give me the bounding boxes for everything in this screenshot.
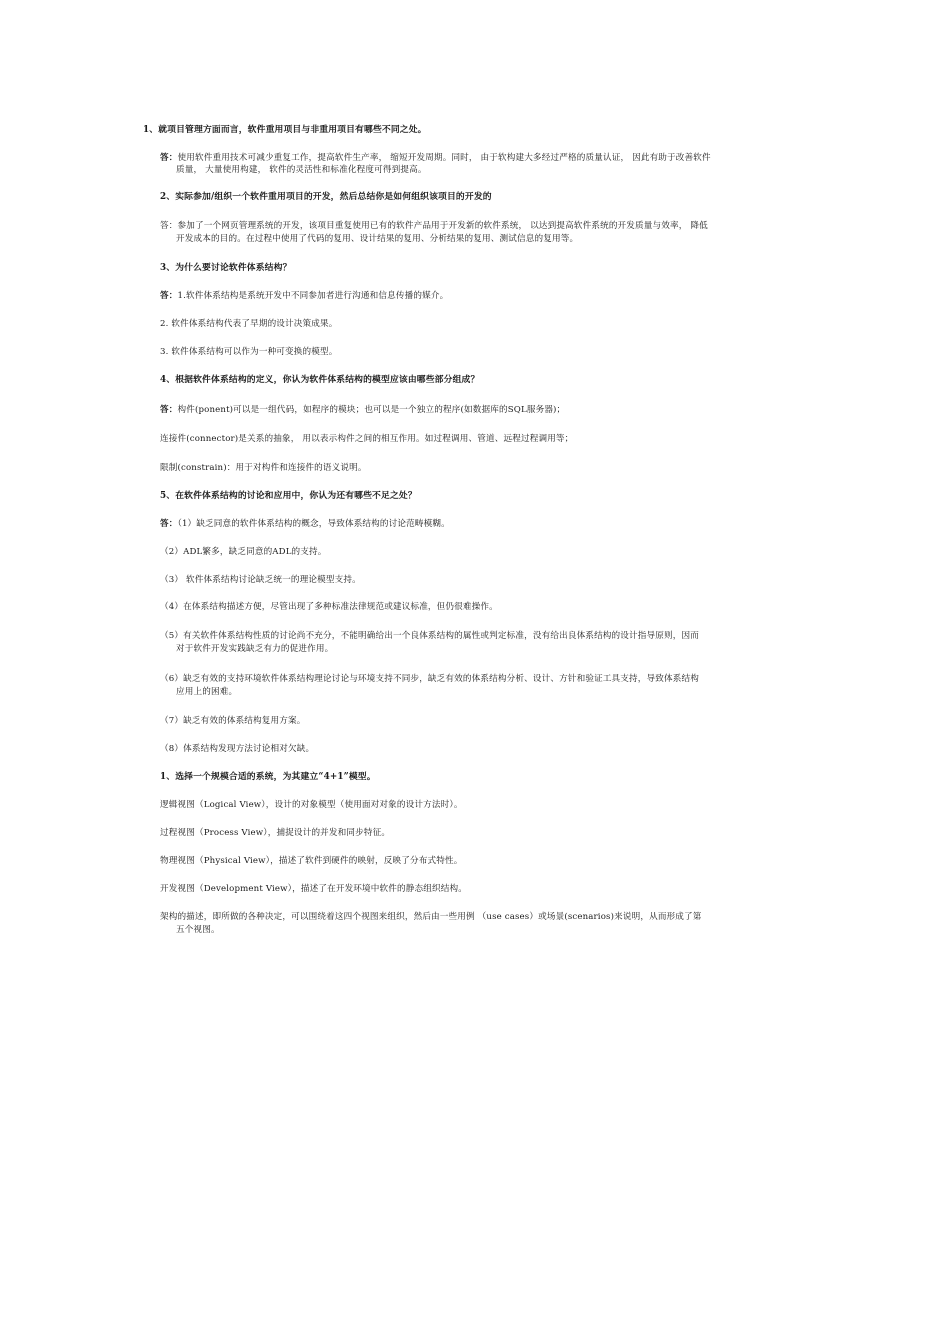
answer-5-item-6-line-1: （6）缺乏有效的支持环境软件体系结构理论讨论与环境支持不同步，缺乏有效的体系结构分析、设计、方针和验证工具支持，导致体系结构 bbox=[160, 674, 699, 684]
answer-2-line-1: 答：参加了一个网页管理系统的开发，该项目重复使用已有的软件产品用于开发新的软件系统， 以达到提高软件系统的开发质量与效率， 降低 bbox=[160, 221, 708, 231]
question-2-title: 2、实际参加/组织一个软件重用项目的开发，然后总结你是如何组织该项目的开发的 bbox=[160, 192, 492, 202]
answer-5-item-1 bbox=[160, 518, 450, 530]
question-5-title: 5、在软件体系结构的讨论和应用中，你认为还有哪些不足之处？ bbox=[160, 491, 417, 501]
answer-1-line-2: 质量， 大量使用构建， 软件的灵活性和标准化程度可得到提高。 bbox=[176, 165, 427, 175]
answer-5-item-5-line-2: 对于软件开发实践缺乏有力的促进作用。 bbox=[176, 644, 334, 654]
view-logical: 逻辑视图（Logical View），设计的对象模型（使用面对对象的设计方法时）。 bbox=[160, 800, 463, 810]
answer-4-item-1 bbox=[160, 404, 565, 416]
answer-5-item-5-line-1: （5）有关软件体系结构性质的讨论尚不充分，不能明确给出一个良体系结构的属性或判定标准，没有给出良体系结构的设计指导原则，因而 bbox=[160, 631, 699, 641]
question-1-title: 1、就项目管理方面而言，软件重用项目与非重用项目有哪些不同之处。 bbox=[143, 125, 427, 135]
answer-5-item-8: （8）体系结构发现方法讨论相对欠缺。 bbox=[160, 744, 315, 754]
answer-3-item-3: 3. 软件体系结构可以作为一种可变换的模型。 bbox=[160, 347, 338, 357]
answer-3-item-1-text: 1.软件体系结构是系统开发中不同参加者进行沟通和信息传播的媒介。 bbox=[177, 291, 449, 301]
question-4-title: 4、根据软件体系结构的定义，你认为软件体系结构的模型应该由哪些部分组成？ bbox=[160, 375, 480, 385]
answer-1-line-1 bbox=[160, 152, 711, 164]
answer-4-item-1-text: 构件(ponent)可以是一组代码，如程序的模块；也可以是一个独立的程序(如数据库的SQL服务器)； bbox=[177, 405, 566, 415]
answer-4-item-3: 限制(constrain)：用于对构件和连接件的语义说明。 bbox=[160, 463, 367, 473]
answer-5-item-2: （2）ADL繁多，缺乏同意的ADL的支持。 bbox=[160, 547, 327, 557]
view-scenarios-line-1: 架构的描述，即所做的各种决定，可以围绕着这四个视图来组织，然后由一些用例 （use cases）或场景(scenarios)来说明，从而形成了第 bbox=[160, 912, 702, 922]
answer-5-item-3: （3） 软件体系结构讨论缺乏统一的理论模型支持。 bbox=[160, 575, 361, 585]
view-process: 过程视图（Process View），捕捉设计的并发和同步特征。 bbox=[160, 828, 391, 838]
question-6-title: 1、选择一个规模合适的系统，为其建立“4+1”模型。 bbox=[160, 772, 376, 782]
answer-4-item-2: 连接件(connector)是关系的抽象， 用以表示构件之间的相互作用。如过程调用、管道、远程过程调用等； bbox=[160, 434, 574, 444]
answer-prefix: 答： bbox=[160, 291, 178, 301]
answer-3-item-2: 2. 软件体系结构代表了早期的设计决策成果。 bbox=[160, 319, 338, 329]
view-physical: 物理视图（Physical View），描述了软件到硬件的映射，反映了分布式特性。 bbox=[160, 856, 463, 866]
answer-5-item-6-line-2: 应用上的困难。 bbox=[176, 687, 238, 697]
answer-3-item-1 bbox=[160, 290, 448, 302]
question-3-title: 3、为什么要讨论软件体系结构？ bbox=[160, 263, 292, 273]
view-scenarios-line-2: 五个视图。 bbox=[176, 925, 220, 935]
answer-prefix: 答： bbox=[160, 519, 178, 529]
answer-prefix: 答： bbox=[160, 153, 178, 163]
answer-5-item-7: （7）缺乏有效的体系结构复用方案。 bbox=[160, 716, 306, 726]
answer-prefix: 答： bbox=[160, 405, 178, 415]
answer-2-line-2: 开发成本的目的。在过程中使用了代码的复用、设计结果的复用、分析结果的复用、测试信息的复用等。 bbox=[176, 234, 579, 244]
answer-5-item-1-text: （1）缺乏同意的软件体系结构的概念，导致体系结构的讨论范畴模糊。 bbox=[177, 519, 450, 529]
answer-5-item-4: （4）在体系结构描述方便，尽管出现了多种标准法律规范或建议标准，但仍很难操作。 bbox=[160, 602, 498, 612]
view-development: 开发视图（Development View），描述了在开发环境中软件的静态组织结构。 bbox=[160, 884, 467, 894]
answer-1-text: 使用软件重用技术可减少重复工作，提高软件生产率， 缩短开发周期。同时， 由于软构建大多经过严格的质量认证， 因此有助于改善软件 bbox=[177, 153, 711, 163]
